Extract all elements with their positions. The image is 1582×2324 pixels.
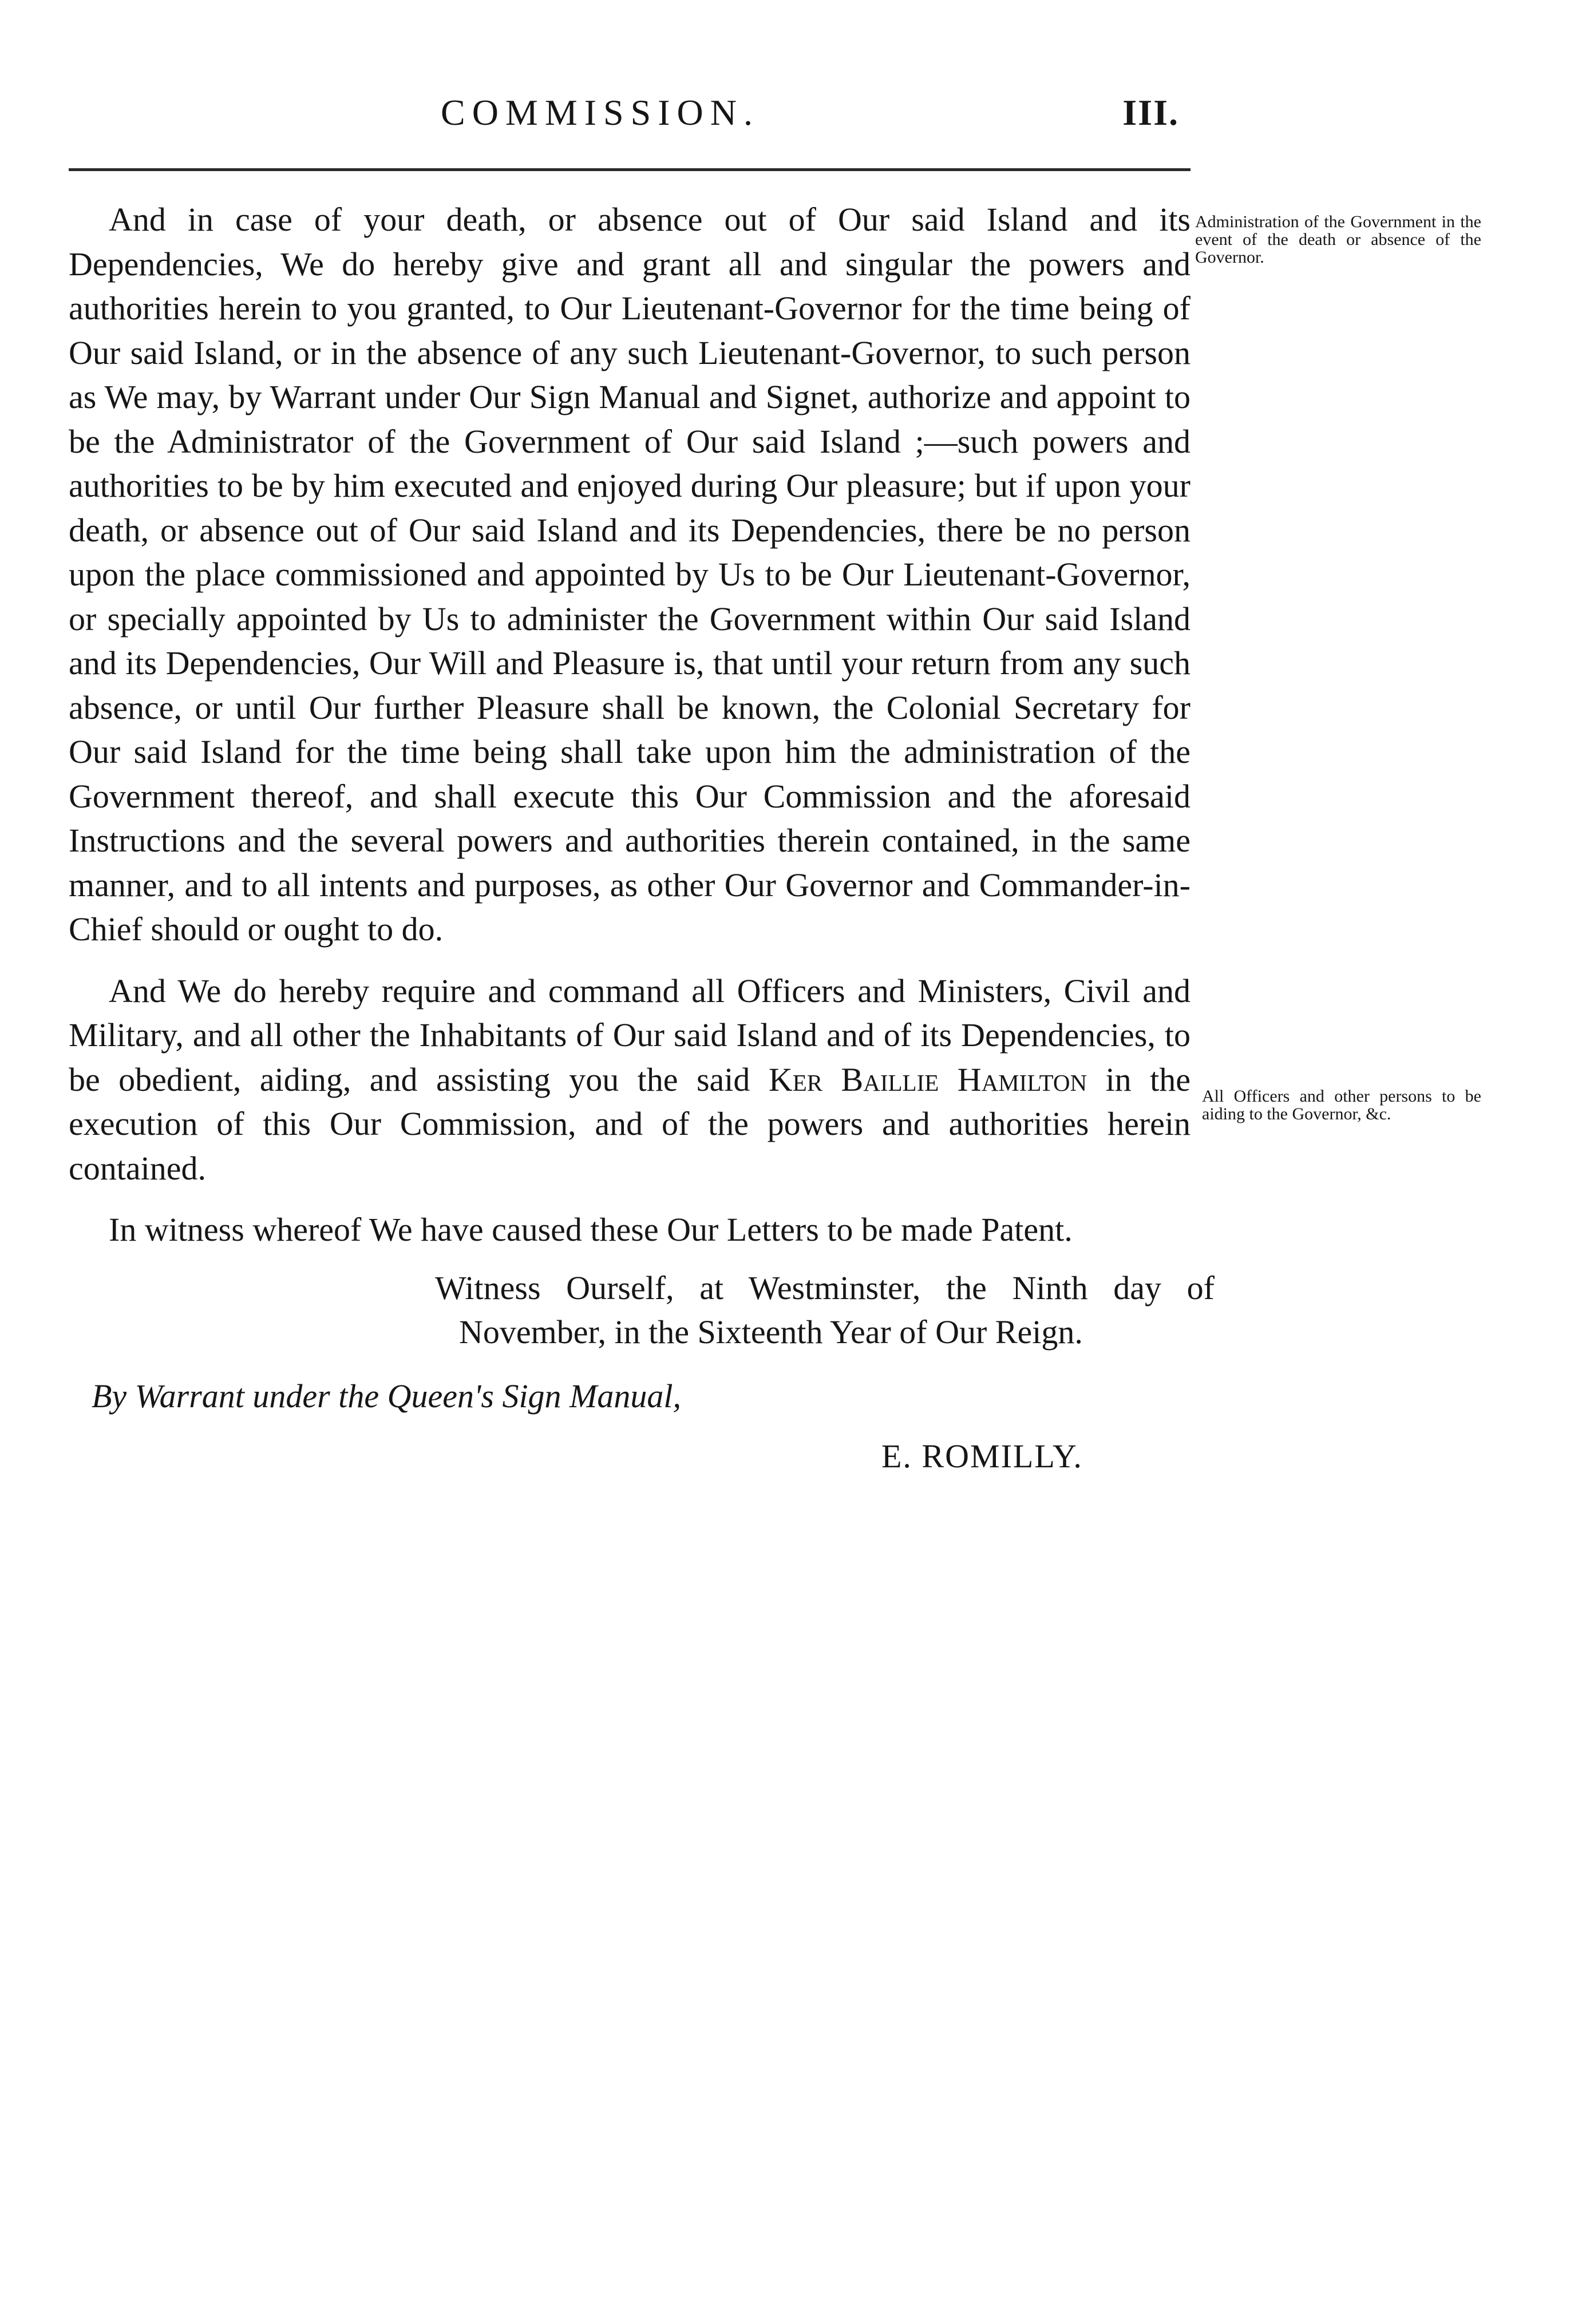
- paragraph-officers: [69, 969, 1191, 1191]
- paragraph-officers-text-start: And We do hereby require and command all Officers and Ministers, Civil and Military, and all other the Inhabitants of Our said Island and of its Dependencies, to be obedient, aiding, and assisting you the said: [69, 972, 1191, 1098]
- page-header: [103, 86, 1191, 149]
- header-rule: [69, 168, 1191, 171]
- paragraph-officers-text-end: in the execution of this Our Commission, and of the powers and authorities herein contained.: [69, 1060, 1191, 1187]
- page-number: III.: [1122, 92, 1179, 133]
- running-head-title: COMMISSION.: [441, 92, 760, 133]
- signature: E. ROMILLY.: [881, 1438, 1083, 1475]
- governor-name: Ker Baillie Hamilton: [768, 1060, 1087, 1098]
- paragraph-witness-whereof: In witness whereof We have caused these Our Letters to be made Patent.: [109, 1211, 1073, 1248]
- paragraph-administration: And in case of your death, or absence out of Our said Island and its Dependencies, We do hereby give and grant all and singular the powers and authorities herein to you granted, to Our Lieutenant-Governor for the time being of Our said Island, or in the absence of any such Lieutenant-Governor, to such person as We may, by Warrant under Our Sign Manual and Signet, authorize and appoint to be the Administrator of the Government of Our said Island ;—such powers and authorities to be by him executed and enjoyed during Our pleasure; but if upon your death, or absence out of Our said Island and its Dependencies, there be no person upon the place commissioned and appointed by Us to be Our Lieutenant-Governor, or specially appointed by Us to administer the Government within Our said Island and its Dependencies, Our Will and Pleasure is, that until your return from any such absence, or until Our further Pleasure shall be known, the Colonial Secretary for Our said Island for the time being shall take upon him the administration of the Government thereof, and shall execute this Our Commission and the aforesaid Instructions and the several powers and authorities therein contained, in the same manner, and to all intents and purposes, as other Our Governor and Commander-in-Chief should or ought to do.: [69, 201, 1191, 948]
- main-text-column: [69, 197, 1215, 1479]
- warrant-line: By Warrant under the Queen's Sign Manual,: [92, 1377, 681, 1415]
- marginal-note-officers: All Officers and other persons to be aiding to the Governor, &c.: [1202, 1087, 1481, 1123]
- witness-clause: Witness Ourself, at Westminster, the Ninth day of November, in the Sixteenth Year of Our Reign.: [435, 1269, 1215, 1351]
- marginal-note-administration: Administration of the Government in the event of the death or absence of the Governor.: [1195, 212, 1481, 267]
